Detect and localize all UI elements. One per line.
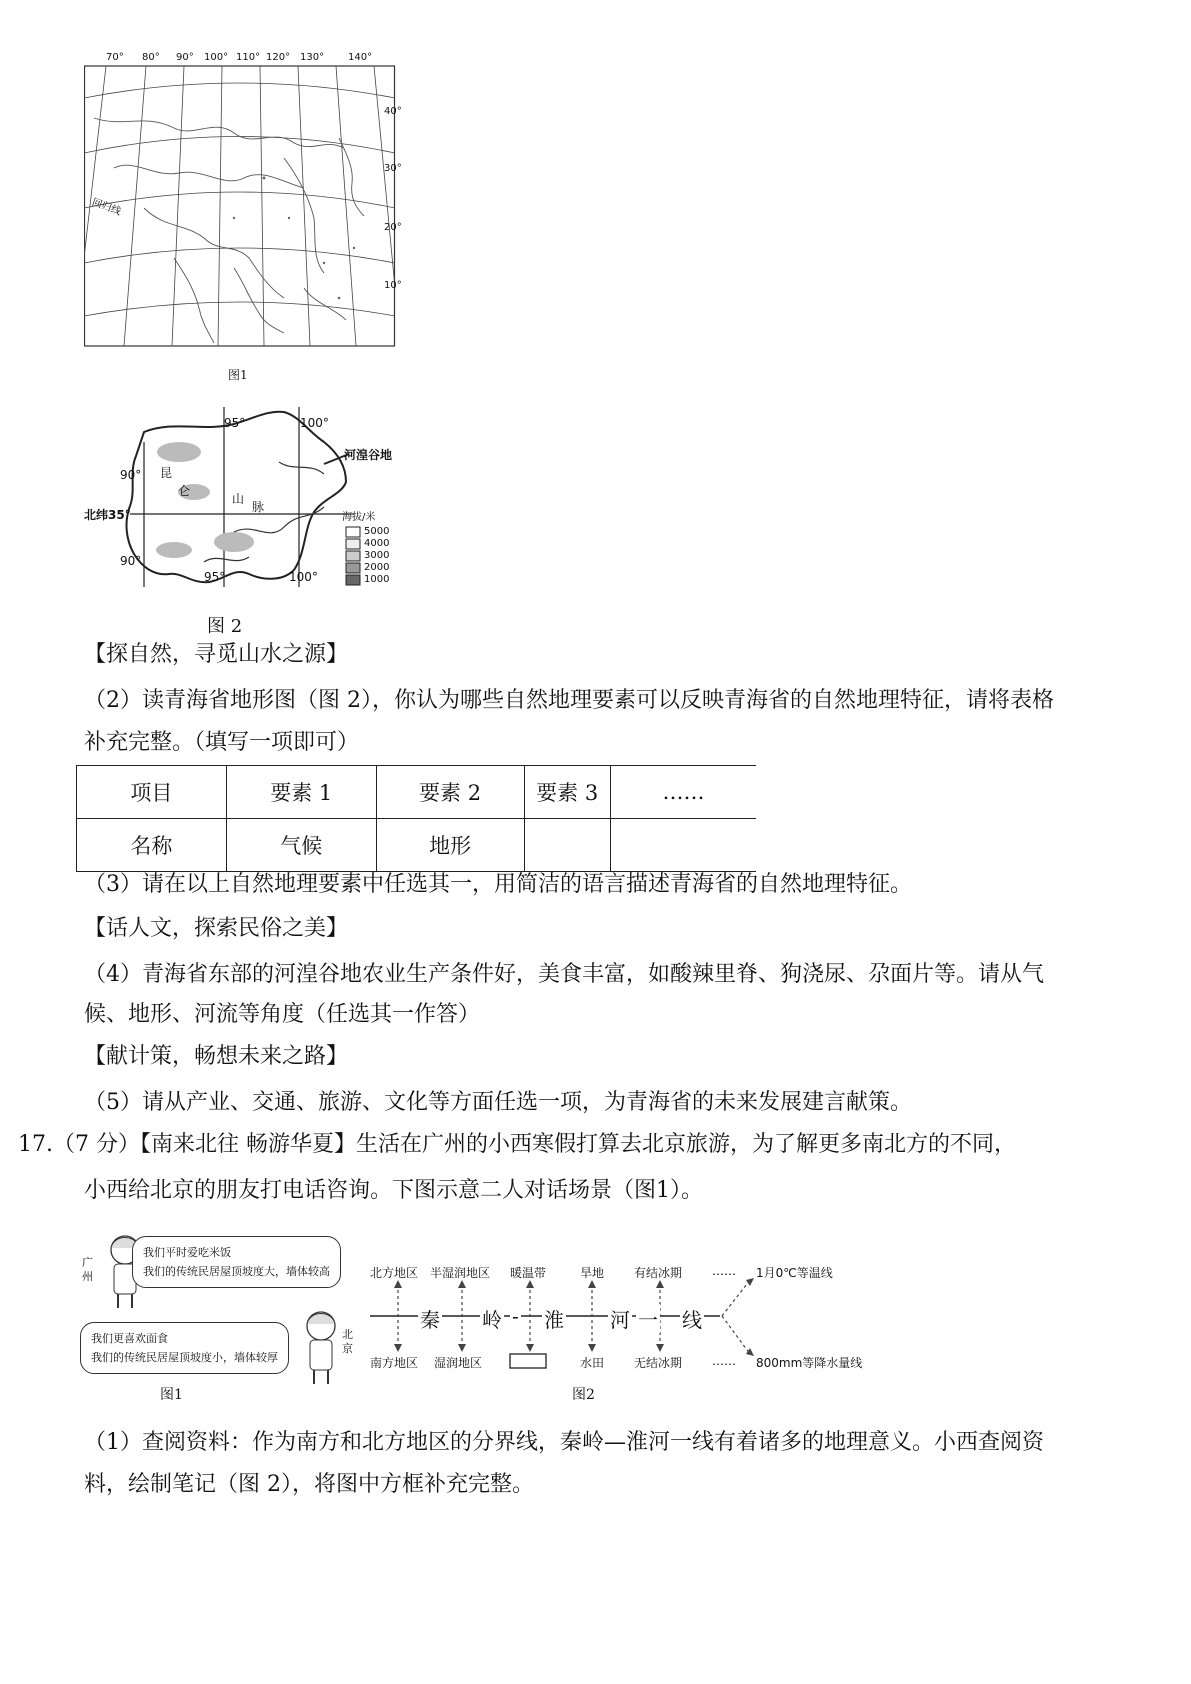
lat-label: 10°: [384, 280, 402, 291]
girl-beijing-illustration: [296, 1308, 346, 1388]
note-bottom: 湿润地区: [434, 1356, 483, 1370]
legend-title: 海拔/米: [342, 512, 376, 523]
lat-label: 40°: [384, 106, 402, 117]
speech-bubble-beijing: [80, 1322, 289, 1374]
section-heading-culture: 【话人文，探索民俗之美】: [84, 916, 349, 941]
table-cell: 要素 2: [376, 766, 524, 819]
table-row: [77, 766, 757, 819]
figure-1-map: [84, 52, 402, 348]
figure-1-caption: 图1: [228, 368, 248, 382]
bubble-line: 我们的传统民居屋顶坡度大，墙体较高: [143, 1265, 330, 1278]
map-label: 河湟谷地: [344, 448, 393, 462]
section-heading-plan: 【献计策，畅想未来之路】: [84, 1044, 349, 1069]
legend-level: 5000: [364, 526, 390, 537]
line-char: 线: [680, 1304, 704, 1333]
map-label: 90°: [120, 468, 142, 482]
map-label: 90°: [120, 554, 142, 568]
map-label: 脉: [252, 500, 265, 514]
note-bottom: ……: [712, 1354, 736, 1368]
figure-17-2-notes: [370, 1258, 863, 1378]
line-char: 淮: [542, 1304, 566, 1333]
note-bottom: 南方地区: [370, 1356, 419, 1370]
note-top: 北方地区: [370, 1266, 419, 1280]
table-cell: 项目: [77, 766, 227, 819]
table-row: [77, 819, 757, 872]
line-char: 河: [608, 1304, 632, 1333]
line-char: 一: [636, 1304, 660, 1333]
legend-level: 1000: [364, 574, 390, 585]
city-label-guangzhou: 广州: [82, 1256, 93, 1283]
question-17-line-1: 17.（7 分）【南来北往 畅游华夏】生活在广州的小西寒假打算去北京旅游，为了解更多南北方的不同，: [18, 1132, 1016, 1157]
note-bottom: 800mm等降水量线: [756, 1356, 863, 1370]
question-5: （5）请从产业、交通、旅游、文化等方面任选一项，为青海省的未来发展建言献策。: [84, 1090, 912, 1115]
lon-label: 120°: [266, 52, 291, 63]
map-label: 仑: [178, 484, 191, 498]
map-label: 95°: [204, 570, 226, 584]
elevation-legend: [346, 527, 360, 585]
question-2-line-1: （2）读青海省地形图（图 2），你认为哪些自然地理要素可以反映青海省的自然地理特征，请将表格: [84, 688, 1054, 713]
table-cell: ……: [610, 766, 756, 819]
table-cell: 名称: [77, 819, 227, 872]
qinghai-map-svg: [84, 402, 404, 612]
question-4-line-2: 候、地形、河流等角度（任选其一作答）: [84, 1002, 481, 1027]
legend-level: 4000: [364, 538, 390, 549]
question-3: （3）请在以上自然地理要素中任选其一，用简洁的语言描述青海省的自然地理特征。: [84, 872, 912, 897]
lon-label: 130°: [300, 52, 325, 63]
table-cell: 要素 3: [524, 766, 610, 819]
map-label: 昆: [160, 466, 173, 480]
lat-label: 20°: [384, 222, 402, 233]
line-char: 秦: [418, 1304, 442, 1333]
lon-label: 80°: [142, 52, 160, 63]
question-4-line-1: （4）青海省东部的河湟谷地农业生产条件好，美食丰富，如酸辣里脊、狗浇尿、尕面片等。请从气: [84, 962, 1045, 987]
figure-2-caption: 图 2: [207, 616, 243, 637]
table-cell: 要素 1: [226, 766, 376, 819]
lat-label: 30°: [384, 163, 402, 174]
lon-label: 100°: [204, 52, 229, 63]
speech-bubble-guangzhou: [132, 1236, 341, 1288]
note-top: ……: [712, 1264, 736, 1278]
features-table: [76, 765, 756, 872]
note-top: 旱地: [580, 1266, 605, 1280]
map-label: 100°: [300, 416, 329, 430]
figure-17-1-caption: 图1: [160, 1387, 183, 1403]
figure-17-1-dialogue: [80, 1232, 370, 1402]
lon-label: 110°: [236, 52, 261, 63]
legend-level: 3000: [364, 550, 390, 561]
figure-17-2-caption: 图2: [572, 1387, 595, 1403]
bubble-line: 我们平时爱吃米饭: [143, 1246, 231, 1259]
note-top: 暖温带: [510, 1266, 547, 1280]
line-char: 岭: [480, 1304, 504, 1333]
lon-label: 90°: [176, 52, 194, 63]
question-2-line-2: 补充完整。（填写一项即可）: [84, 730, 360, 755]
note-bottom: 水田: [580, 1356, 605, 1370]
city-label-beijing: 北京: [342, 1328, 353, 1355]
map-label: 100°: [289, 570, 318, 584]
question-17-1-line-1: （1）查阅资料：作为南方和北方地区的分界线，秦岭—淮河一线有着诸多的地理意义。小西查阅资: [84, 1430, 1045, 1455]
note-top: 有结冰期: [634, 1266, 683, 1280]
question-17-1-line-2: 料，绘制笔记（图 2），将图中方框补充完整。: [84, 1472, 534, 1497]
line-char: -: [512, 1304, 519, 1328]
note-bottom: 无结冰期: [634, 1356, 683, 1370]
answer-box[interactable]: [510, 1354, 546, 1368]
figure-2-map: [84, 402, 404, 612]
question-17-line-2: 小西给北京的朋友打电话咨询。下图示意二人对话场景（图1）。: [84, 1178, 703, 1203]
note-top: 1月0℃等温线: [756, 1266, 833, 1280]
answer-blank-cell[interactable]: [610, 819, 756, 872]
legend-level: 2000: [364, 562, 390, 573]
bubble-line: 我们更喜欢面食: [91, 1332, 168, 1345]
asia-map-svg: [84, 58, 396, 348]
table-cell: 气候: [226, 819, 376, 872]
section-heading-nature: 【探自然，寻觅山水之源】: [84, 642, 349, 667]
map-label: 北纬35°: [84, 508, 131, 522]
map-label: 95°: [224, 416, 246, 430]
note-top: 半湿润地区: [430, 1266, 491, 1280]
bubble-line: 我们的传统民居屋顶坡度小，墙体较厚: [91, 1351, 278, 1364]
table-cell: 地形: [376, 819, 524, 872]
lon-label: 140°: [348, 52, 373, 63]
tropic-label: 回归线: [90, 197, 123, 218]
answer-blank-cell[interactable]: [524, 819, 610, 872]
map-label: 山: [232, 492, 245, 506]
lon-label: 70°: [106, 52, 124, 63]
